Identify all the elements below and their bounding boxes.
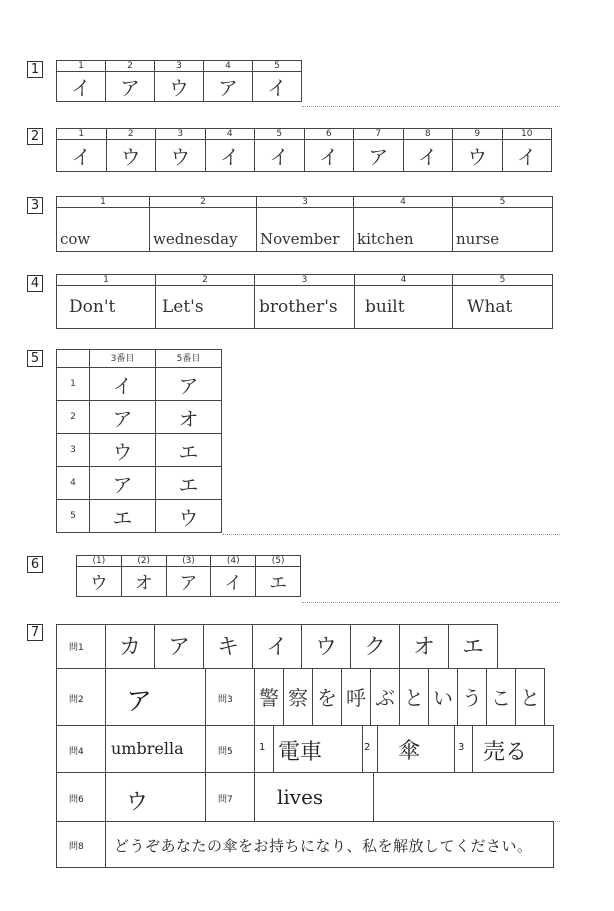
q5-row-3rd: ウ <box>90 434 156 467</box>
q7-t2-answer-cell <box>105 668 206 726</box>
q7-t7-label-cell <box>205 772 255 822</box>
question-number-6: 6 <box>27 556 43 573</box>
q3-answer-3: November <box>257 208 354 252</box>
q7-t5-item-number: 3 <box>458 742 465 753</box>
q6-answer-1: ウ <box>77 567 122 597</box>
q7-t3-char: と <box>515 668 545 726</box>
q7-t6-answer-cell <box>105 772 206 822</box>
q5-row-5th: ア <box>156 368 222 401</box>
q6-label-3: (3) <box>166 556 211 567</box>
q2-answer-table <box>56 128 552 172</box>
q7-t3-char: 警 <box>254 668 284 726</box>
q4-answer-3: brother's <box>255 286 355 329</box>
q2-label-7: 7 <box>354 129 404 140</box>
q3-label-2: 2 <box>150 197 257 208</box>
q7-t1-char: ウ <box>301 624 351 669</box>
q5-row-3rd: ア <box>90 467 156 500</box>
q5-row-3rd: エ <box>90 500 156 533</box>
q7-t1-char: キ <box>203 624 253 669</box>
q7-t1-label: 問1 <box>69 643 84 653</box>
q6-answer-table <box>76 555 301 597</box>
q6-answer-4: イ <box>211 567 256 597</box>
q1-answer-1: イ <box>57 72 106 102</box>
question-number-2: 2 <box>27 128 43 145</box>
q7-t5-label: 問5 <box>218 747 233 757</box>
q7-t7-answer: lives <box>277 785 324 809</box>
question-number-7: 7 <box>27 624 43 641</box>
q6-answer-3: ア <box>166 567 211 597</box>
q7-t1-char: オ <box>399 624 449 669</box>
q7-t3-char: 察 <box>283 668 313 726</box>
q7-t3-char: ぶ <box>370 668 400 726</box>
q1-label-1: 1 <box>57 61 106 72</box>
q2-answer-2: ウ <box>106 140 156 172</box>
q7-t4-answer: umbrella <box>111 739 184 758</box>
q7-t2-answer: ア <box>126 687 153 717</box>
q2-label-6: 6 <box>304 129 354 140</box>
q7-t7-answer-cell <box>254 772 374 822</box>
q1-answer-3: ウ <box>155 72 204 102</box>
q5-row-5th: エ <box>156 434 222 467</box>
q7-t1-char: カ <box>105 624 155 669</box>
q7-t8-answer-cell <box>105 821 554 868</box>
q2-answer-9: ウ <box>453 140 503 172</box>
q5-corner <box>57 350 90 368</box>
q2-label-1: 1 <box>57 129 107 140</box>
q2-answer-10: イ <box>502 140 552 172</box>
q2-label-10: 10 <box>502 129 552 140</box>
q5-dotted-line <box>222 534 560 535</box>
q7-t1-char: ク <box>350 624 400 669</box>
q2-label-2: 2 <box>106 129 156 140</box>
q7-t4-answer-cell <box>105 725 206 773</box>
q4-label-4: 4 <box>355 275 453 286</box>
q4-label-3: 3 <box>255 275 355 286</box>
q4-answer-5: What <box>453 286 553 329</box>
q4-answer-table <box>56 274 553 329</box>
q5-row-number: 3 <box>57 434 90 467</box>
q7-t5-item-box <box>472 726 554 772</box>
q2-answer-7: ア <box>354 140 404 172</box>
q6-answer-2: オ <box>121 567 166 597</box>
q5-row-number: 5 <box>57 500 90 533</box>
q3-label-4: 4 <box>354 197 453 208</box>
question-number-5: 5 <box>27 350 43 367</box>
question-number-1: 1 <box>27 61 43 78</box>
q7-t8-label: 問8 <box>69 842 84 852</box>
q6-label-1: (1) <box>77 556 122 567</box>
q2-label-9: 9 <box>453 129 503 140</box>
q7-t3-char: を <box>312 668 342 726</box>
q3-label-3: 3 <box>257 197 354 208</box>
q2-answer-8: イ <box>403 140 453 172</box>
q7-t8-answer: どうぞあなたの傘をお持ちになり、私を解放してください。 <box>114 837 533 855</box>
q3-answer-4: kitchen <box>354 208 453 252</box>
q2-answer-3: ウ <box>156 140 206 172</box>
q7-t1-char: イ <box>252 624 302 669</box>
q6-label-4: (4) <box>211 556 256 567</box>
q1-answer-4: ア <box>204 72 253 102</box>
q7-t3-char: 呼 <box>341 668 371 726</box>
q5-answer-table <box>56 349 222 533</box>
q7-t6-label-cell <box>56 772 106 822</box>
q3-label-5: 5 <box>453 197 553 208</box>
q7-t5-answer-row <box>254 725 554 773</box>
q2-answer-5: イ <box>255 140 305 172</box>
q5-header-5th: 5番目 <box>156 350 222 368</box>
q7-t5-item-number: 2 <box>364 742 371 753</box>
q7-t7-label: 問7 <box>218 795 233 805</box>
q5-row-5th: オ <box>156 401 222 434</box>
q4-label-2: 2 <box>156 275 255 286</box>
q7-t3-char: こ <box>486 668 516 726</box>
q7-t5-label-cell <box>205 725 255 773</box>
q7-t8-label-cell <box>56 821 106 868</box>
q1-label-5: 5 <box>253 61 302 72</box>
q7-t5-item-answer: 売る <box>483 740 528 765</box>
q7-t1-char: エ <box>448 624 498 669</box>
q5-row-3rd: ア <box>90 401 156 434</box>
q7-t4-label: 問4 <box>69 747 84 757</box>
q6-label-5: (5) <box>256 556 301 567</box>
q6-answer-5: エ <box>256 567 301 597</box>
q7-t5-item-box <box>377 726 455 772</box>
q1-dotted-line <box>302 106 560 107</box>
q7-t3-label-cell <box>205 668 255 726</box>
q1-answer-5: イ <box>253 72 302 102</box>
q7-t2-label: 問2 <box>69 695 84 705</box>
q2-answer-1: イ <box>57 140 107 172</box>
q7-t6-answer: ウ <box>126 790 149 815</box>
q2-label-8: 8 <box>403 129 453 140</box>
q6-label-2: (2) <box>121 556 166 567</box>
q7-t1-char: ア <box>154 624 204 669</box>
q7-t5-item-number: 1 <box>259 742 266 753</box>
q5-row-5th: エ <box>156 467 222 500</box>
q7-t5-item-answer: 電車 <box>278 740 323 765</box>
q1-label-4: 4 <box>204 61 253 72</box>
q2-label-5: 5 <box>255 129 305 140</box>
q7-t6-label: 問6 <box>69 795 84 805</box>
q4-label-5: 5 <box>453 275 553 286</box>
q4-answer-4: built <box>355 286 453 329</box>
q5-row-number: 1 <box>57 368 90 401</box>
q1-label-3: 3 <box>155 61 204 72</box>
q7-t5-item-box <box>273 726 363 772</box>
q3-answer-1: cow <box>57 208 150 252</box>
q7-t1-label-cell <box>56 624 106 669</box>
q1-answer-table <box>56 60 302 102</box>
question-number-4: 4 <box>27 275 43 292</box>
q7-t3-char: い <box>428 668 458 726</box>
q7-t4-label-cell <box>56 725 106 773</box>
q7-t3-char: う <box>457 668 487 726</box>
q6-dotted-line <box>302 602 560 603</box>
q7-t5-item-answer: 傘 <box>398 739 421 764</box>
q3-answer-5: nurse <box>453 208 553 252</box>
q7-t3-answer-boxes <box>254 668 545 726</box>
q4-answer-2: Let's <box>156 286 255 329</box>
question-number-3: 3 <box>27 197 43 214</box>
q5-row-5th: ウ <box>156 500 222 533</box>
q2-answer-4: イ <box>205 140 255 172</box>
q1-label-2: 2 <box>106 61 155 72</box>
q3-answer-2: wednesday <box>150 208 257 252</box>
q7-t2-label-cell <box>56 668 106 726</box>
q2-label-4: 4 <box>205 129 255 140</box>
q7-t3-char: と <box>399 668 429 726</box>
q7-t3-label: 問3 <box>218 695 233 705</box>
q2-label-3: 3 <box>156 129 206 140</box>
q5-row-number: 2 <box>57 401 90 434</box>
q5-row-number: 4 <box>57 467 90 500</box>
q4-label-1: 1 <box>57 275 156 286</box>
q7-t1-answer-boxes <box>105 624 498 669</box>
q4-answer-1: Don't <box>57 286 156 329</box>
q2-answer-6: イ <box>304 140 354 172</box>
q3-label-1: 1 <box>57 197 150 208</box>
q5-header-3rd: 3番目 <box>90 350 156 368</box>
q3-answer-table <box>56 196 553 252</box>
q5-row-3rd: イ <box>90 368 156 401</box>
q1-answer-2: ア <box>106 72 155 102</box>
